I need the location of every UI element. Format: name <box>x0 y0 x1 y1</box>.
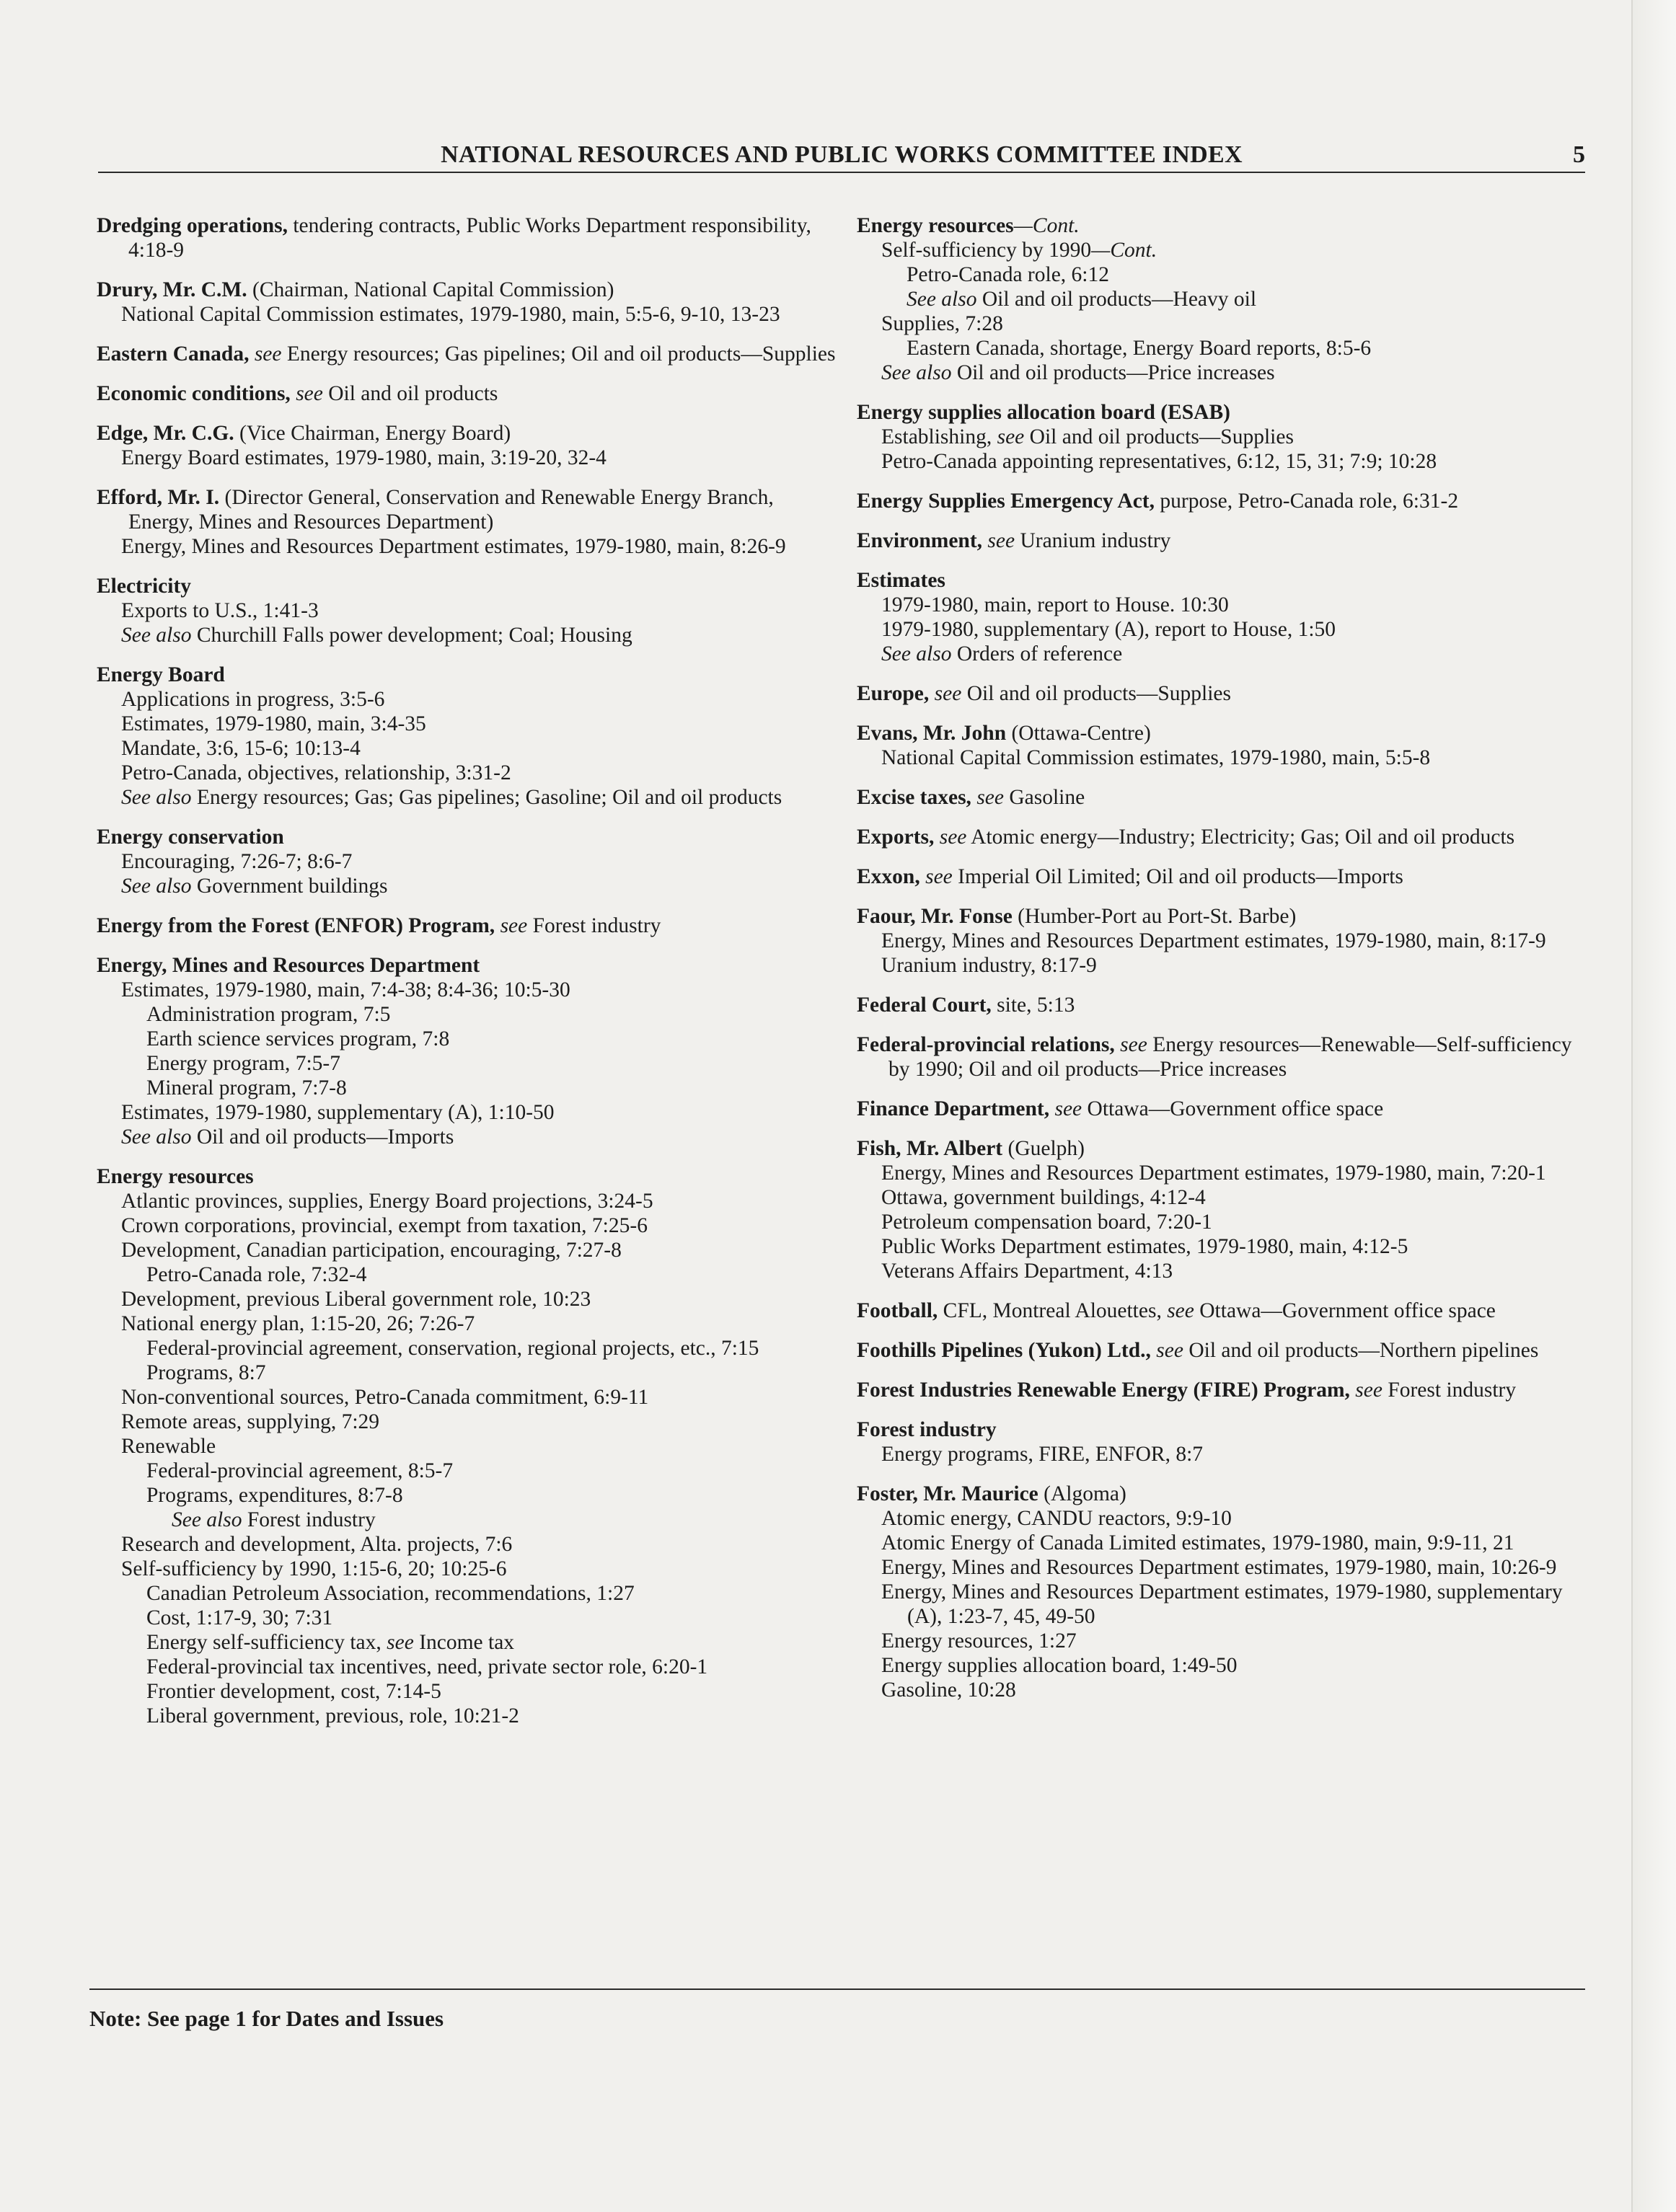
entry-term: Energy Board <box>97 663 225 686</box>
entry-text: Mandate, 3:6, 15-6; 10:13-4 <box>121 737 361 760</box>
entry-text: (Algoma) <box>1038 1482 1126 1505</box>
index-entry <box>97 1164 843 1728</box>
index-subentry <box>97 1361 843 1385</box>
entry-text: Energy Board estimates, 1979-1980, main, 3:19-20, 32-4 <box>121 446 607 469</box>
entry-text: Petro-Canada appointing representatives, 6:12, 15, 31; 7:9; 10:28 <box>881 450 1437 473</box>
index-entry <box>857 568 1585 666</box>
entry-text: Oil and oil products <box>322 382 498 405</box>
index-subentry <box>97 1213 843 1238</box>
index-subentry <box>97 1027 843 1051</box>
entry-text: tendering contracts, Public Works Department responsibility, 4:18-9 <box>128 214 811 262</box>
entry-term: Energy resources <box>97 1165 254 1188</box>
entry-text: Atomic energy, CANDU reactors, 9:9-10 <box>881 1507 1232 1530</box>
see-reference: See also <box>881 361 952 384</box>
index-subentry <box>97 1076 843 1100</box>
entry-term: Electricity <box>97 575 192 598</box>
index-entry <box>857 993 1585 1017</box>
entry-text: Atomic Energy of Canada Limited estimates, 1979-1980, main, 9:9-11, 21 <box>881 1531 1514 1554</box>
index-entry <box>97 825 843 898</box>
index-heading <box>97 913 843 938</box>
footer-rule <box>89 1988 1585 1990</box>
entry-text: Development, previous Liberal government role, 10:23 <box>121 1288 591 1311</box>
index-entry <box>857 400 1585 474</box>
entry-text: Establishing, <box>881 425 992 448</box>
index-heading <box>97 421 843 446</box>
index-subentry <box>857 1161 1585 1185</box>
entry-term: Federal Court, <box>857 994 992 1017</box>
entry-text: Oil and oil products—Price increases <box>951 361 1275 384</box>
see-reference: see <box>1150 1339 1183 1362</box>
entry-text: (Guelph) <box>1002 1137 1085 1160</box>
index-subentry <box>97 1287 843 1311</box>
index-subentry <box>857 1506 1585 1531</box>
index-subentry <box>97 849 843 874</box>
see-reference: See also <box>881 642 952 665</box>
entry-text: (Chairman, National Capital Commission) <box>247 278 614 301</box>
entry-term: Energy Supplies Emergency Act, <box>857 490 1155 513</box>
index-heading <box>97 213 843 262</box>
index-heading <box>857 528 1585 553</box>
entry-text: Energy resources, 1:27 <box>881 1629 1077 1653</box>
entry-term: Foothills Pipelines (Yukon) Ltd., <box>857 1339 1151 1362</box>
index-subentry <box>97 1125 843 1149</box>
entry-text: Remote areas, supplying, 7:29 <box>121 1410 380 1433</box>
entry-text: Forest industry <box>527 914 661 937</box>
entry-term: Environment, <box>857 529 983 552</box>
index-heading <box>857 785 1585 810</box>
entry-text: Gasoline, 10:28 <box>881 1678 1016 1702</box>
index-subentry <box>857 642 1585 666</box>
index-subentry <box>97 1581 843 1606</box>
index-heading <box>97 574 843 598</box>
index-heading <box>857 1097 1585 1121</box>
entry-term: Exports, <box>857 826 935 849</box>
index-subentry <box>857 617 1585 642</box>
entry-text: (Humber-Port au Port-St. Barbe) <box>1012 905 1297 928</box>
index-subentry <box>857 746 1585 770</box>
index-heading <box>857 1417 1585 1442</box>
entry-text: Oil and oil products—Supplies <box>961 682 1231 705</box>
entry-text: Ottawa—Government office space <box>1082 1097 1384 1120</box>
entry-text: Canadian Petroleum Association, recommendations, 1:27 <box>146 1582 635 1605</box>
entry-text: Eastern Canada, shortage, Energy Board reports, 8:5-6 <box>907 337 1372 360</box>
index-heading <box>97 278 843 302</box>
entry-text: Frontier development, cost, 7:14-5 <box>146 1680 441 1703</box>
entry-term: Energy, Mines and Resources Department <box>97 954 480 977</box>
see-reference: see <box>1161 1299 1194 1322</box>
index-subentry <box>97 761 843 785</box>
index-subentry <box>857 262 1585 287</box>
index-subentry <box>97 1385 843 1410</box>
entry-text: Programs, expenditures, 8:7-8 <box>146 1484 403 1507</box>
index-heading <box>857 993 1585 1017</box>
index-heading <box>97 485 843 534</box>
index-entry <box>857 1417 1585 1466</box>
entry-text: Administration program, 7:5 <box>146 1003 391 1026</box>
entry-text: Federal-provincial agreement, 8:5-7 <box>146 1459 454 1482</box>
entry-term: Fish, Mr. Albert <box>857 1137 1003 1160</box>
index-subentry <box>857 929 1585 953</box>
page-title: NATIONAL RESOURCES AND PUBLIC WORKS COMMITTEE INDEX <box>441 141 1243 168</box>
index-entry <box>857 681 1585 706</box>
entry-text: (Director General, Conservation and Renewable Energy Branch, Energy, Mines and Resources Department) <box>128 486 774 534</box>
index-heading <box>857 721 1585 746</box>
see-reference: see <box>982 529 1015 552</box>
entry-text: Energy resources; Gas pipelines; Oil and oil products—Supplies <box>281 342 836 366</box>
continued-marker: —Cont. <box>1013 214 1080 237</box>
index-subentry <box>97 1679 843 1704</box>
entry-text: Forest industry <box>1382 1379 1517 1402</box>
index-entry <box>857 864 1585 889</box>
index-entry <box>857 1338 1585 1363</box>
entry-text: Uranium industry <box>1015 529 1171 552</box>
see-reference: see <box>495 914 528 937</box>
entry-text: Earth science services program, 7:8 <box>146 1027 450 1050</box>
index-entry <box>97 913 843 938</box>
entry-text: Federal-provincial tax incentives, need, private sector role, 6:20-1 <box>146 1655 708 1678</box>
entry-term: Exxon, <box>857 865 920 888</box>
index-entry <box>857 785 1585 810</box>
index-column-right <box>857 213 1585 1717</box>
index-subentry <box>97 1336 843 1361</box>
page-edge <box>1631 0 1676 2212</box>
index-subentry <box>97 1311 843 1336</box>
index-heading <box>857 1032 1585 1081</box>
index-entry <box>97 342 843 366</box>
index-subentry <box>97 1459 843 1483</box>
index-subentry <box>97 623 843 647</box>
entry-text: Public Works Department estimates, 1979-1980, main, 4:12-5 <box>881 1235 1408 1258</box>
index-heading <box>857 568 1585 593</box>
index-entry <box>857 721 1585 770</box>
see-reference: see <box>934 826 967 849</box>
see-reference: see <box>992 425 1025 448</box>
entry-text: (Ottawa-Centre) <box>1006 722 1151 745</box>
page-header <box>98 141 1585 173</box>
entry-text: Petro-Canada role, 7:32-4 <box>146 1263 367 1286</box>
index-heading <box>97 1164 843 1189</box>
entry-text: Atomic energy—Industry; Electricity; Gas; Oil and oil products <box>966 826 1515 849</box>
see-reference: See also <box>907 288 977 311</box>
entry-term: Forest industry <box>857 1418 997 1441</box>
index-subentry <box>857 449 1585 474</box>
see-reference: see <box>249 342 282 366</box>
index-subentry <box>857 1653 1585 1678</box>
index-subentry <box>857 1259 1585 1283</box>
entry-text: Estimates, 1979-1980, main, 3:4-35 <box>121 712 426 735</box>
index-subentry <box>97 874 843 898</box>
index-heading <box>857 1136 1585 1161</box>
see-reference: see <box>290 382 323 405</box>
index-heading <box>97 381 843 406</box>
entry-text: Research and development, Alta. projects, 7:6 <box>121 1533 513 1556</box>
index-entry <box>857 1482 1585 1702</box>
index-heading <box>97 825 843 849</box>
entry-text: Self-sufficiency by 1990, 1:15-6, 20; 10:25-6 <box>121 1557 507 1580</box>
index-subentry <box>857 953 1585 978</box>
index-subentry <box>857 238 1585 262</box>
index-heading <box>857 825 1585 849</box>
index-subentry <box>857 360 1585 385</box>
entry-text: Supplies, 7:28 <box>881 312 1003 335</box>
header-rule <box>98 172 1585 173</box>
index-entry <box>857 1097 1585 1121</box>
page-number: 5 <box>1573 141 1585 168</box>
index-subentry <box>857 336 1585 360</box>
entry-text: 1979-1980, supplementary (A), report to House, 1:50 <box>881 618 1336 641</box>
entry-term: Eastern Canada, <box>97 342 250 366</box>
entry-text: site, 5:13 <box>991 994 1075 1017</box>
entry-text: Energy, Mines and Resources Department estimates, 1979-1980, supplementary (A), 1:23-7, 45, 49-50 <box>881 1580 1563 1628</box>
entry-text: Petro-Canada, objectives, relationship, 3:31-2 <box>121 761 511 784</box>
see-reference: see <box>381 1631 414 1654</box>
entry-text: Energy self-sufficiency tax, <box>146 1631 381 1654</box>
index-subentry <box>97 978 843 1002</box>
index-subentry <box>97 785 843 810</box>
index-subentry <box>97 1262 843 1287</box>
index-entry <box>97 663 843 810</box>
index-entry <box>857 213 1585 385</box>
entry-text: Oil and oil products—Supplies <box>1024 425 1294 448</box>
entry-term: Finance Department, <box>857 1097 1050 1120</box>
index-subentry <box>97 446 843 470</box>
entry-text: National Capital Commission estimates, 1979-1980, main, 5:5-8 <box>881 746 1431 769</box>
entry-term: Forest Industries Renewable Energy (FIRE) Program, <box>857 1379 1350 1402</box>
index-subentry <box>97 1238 843 1262</box>
index-subentry <box>97 1410 843 1434</box>
entry-term: Energy resources <box>857 214 1014 237</box>
index-subentry <box>97 1483 843 1508</box>
see-reference: see <box>919 865 953 888</box>
entry-term: Dredging operations, <box>97 214 288 237</box>
entry-text: Exports to U.S., 1:41-3 <box>121 599 319 622</box>
entry-text: Forest industry <box>242 1508 376 1531</box>
see-reference: See also <box>172 1508 242 1531</box>
see-reference: See also <box>121 875 192 898</box>
entry-text: Federal-provincial agreement, conservation, regional projects, etc., 7:15 <box>146 1337 759 1360</box>
entry-text: Oil and oil products—Imports <box>191 1125 454 1149</box>
index-heading <box>97 342 843 366</box>
continued-marker: —Cont. <box>1091 239 1157 262</box>
entry-text: Energy resources—Renewable—Self-sufficiency by 1990; Oil and oil products—Price increases <box>888 1033 1572 1081</box>
index-subentry <box>857 1580 1585 1629</box>
entry-text: National Capital Commission estimates, 1979-1980, main, 5:5-6, 9-10, 13-23 <box>121 303 780 326</box>
index-subentry <box>97 736 843 761</box>
index-entry <box>857 528 1585 553</box>
entry-text: Oil and oil products—Heavy oil <box>976 288 1257 311</box>
index-entry <box>857 489 1585 513</box>
index-subentry <box>857 311 1585 336</box>
entry-text: Veterans Affairs Department, 4:13 <box>881 1260 1173 1283</box>
entry-text: Atlantic provinces, supplies, Energy Board projections, 3:24-5 <box>121 1190 653 1213</box>
entry-text: Petro-Canada role, 6:12 <box>907 263 1109 286</box>
index-heading <box>857 1378 1585 1402</box>
index-heading <box>857 1482 1585 1506</box>
index-heading <box>857 213 1585 238</box>
index-subentry <box>97 712 843 736</box>
index-subentry <box>857 1210 1585 1234</box>
index-subentry <box>97 534 843 559</box>
index-heading <box>857 489 1585 513</box>
index-subentry <box>857 593 1585 617</box>
entry-text: Gasoline <box>1003 786 1085 809</box>
index-entry <box>857 1136 1585 1283</box>
index-subentry <box>97 1704 843 1728</box>
entry-text: Liberal government, previous, role, 10:21-2 <box>146 1704 519 1727</box>
entry-text: Estimates, 1979-1980, supplementary (A), 1:10-50 <box>121 1101 555 1124</box>
entry-term: Energy supplies allocation board (ESAB) <box>857 401 1230 424</box>
entry-text: Energy, Mines and Resources Department estimates, 1979-1980, main, 7:20-1 <box>881 1162 1546 1185</box>
entry-term: Edge, Mr. C.G. <box>97 422 234 445</box>
index-subentry <box>97 1630 843 1655</box>
index-subentry <box>97 1434 843 1459</box>
index-entry <box>97 421 843 470</box>
index-heading <box>97 663 843 687</box>
index-subentry <box>97 1189 843 1213</box>
entry-text: Applications in progress, 3:5-6 <box>121 688 385 711</box>
entry-text: Energy programs, FIRE, ENFOR, 8:7 <box>881 1443 1204 1466</box>
index-subentry <box>97 1606 843 1630</box>
entry-text: Renewable <box>121 1435 216 1458</box>
index-heading <box>857 400 1585 425</box>
entry-text: (Vice Chairman, Energy Board) <box>234 422 511 445</box>
index-subentry <box>97 1557 843 1581</box>
entry-term: Europe, <box>857 682 930 705</box>
index-heading <box>97 953 843 978</box>
see-reference: See also <box>121 1125 192 1149</box>
index-subentry <box>97 1051 843 1076</box>
entry-term: Energy conservation <box>97 826 284 849</box>
entry-text: Churchill Falls power development; Coal; Housing <box>191 624 632 647</box>
entry-text: Development, Canadian participation, encouraging, 7:27-8 <box>121 1239 622 1262</box>
see-reference: see <box>1114 1033 1147 1056</box>
entry-text: Encouraging, 7:26-7; 8:6-7 <box>121 850 353 873</box>
index-entry <box>857 825 1585 849</box>
entry-term: Drury, Mr. C.M. <box>97 278 247 301</box>
entry-text: Estimates, 1979-1980, main, 7:4-38; 8:4-36; 10:5-30 <box>121 978 570 1001</box>
entry-term: Economic conditions, <box>97 382 291 405</box>
entry-text: Mineral program, 7:7-8 <box>146 1076 347 1100</box>
see-reference: See also <box>121 624 192 647</box>
see-reference: see <box>1349 1379 1382 1402</box>
entry-text: Uranium industry, 8:17-9 <box>881 954 1097 977</box>
index-subentry <box>97 302 843 327</box>
index-subentry <box>97 1100 843 1125</box>
index-entry <box>97 278 843 327</box>
entry-text: Programs, 8:7 <box>146 1361 266 1384</box>
index-entry <box>97 213 843 262</box>
index-subentry <box>857 1442 1585 1466</box>
entry-text: National energy plan, 1:15-20, 26; 7:26-7 <box>121 1312 475 1335</box>
entry-term: Excise taxes, <box>857 786 971 809</box>
entry-text: Income tax <box>413 1631 515 1654</box>
index-subentry <box>97 1508 843 1532</box>
index-entry <box>97 574 843 647</box>
index-subentry <box>857 1531 1585 1555</box>
index-column-left <box>97 213 843 1743</box>
entry-term: Energy from the Forest (ENFOR) Program, <box>97 914 495 937</box>
entry-text: Self-sufficiency by 1990 <box>881 239 1092 262</box>
see-reference: see <box>971 786 1004 809</box>
see-reference: See also <box>121 786 192 809</box>
entry-text: Energy, Mines and Resources Department estimates, 1979-1980, main, 8:26-9 <box>121 535 786 558</box>
index-heading <box>857 1299 1585 1323</box>
entry-text: Oil and oil products—Northern pipelines <box>1183 1339 1539 1362</box>
index-entry <box>857 1299 1585 1323</box>
index-subentry <box>857 287 1585 311</box>
index-subentry <box>97 598 843 623</box>
entry-term: Faour, Mr. Fonse <box>857 905 1013 928</box>
entry-text: Cost, 1:17-9, 30; 7:31 <box>146 1606 333 1629</box>
index-entry <box>857 1378 1585 1402</box>
entry-text: Energy, Mines and Resources Department estimates, 1979-1980, main, 10:26-9 <box>881 1556 1557 1579</box>
entry-text: Crown corporations, provincial, exempt from taxation, 7:25-6 <box>121 1214 648 1237</box>
entry-text: CFL, Montreal Alouettes, <box>938 1299 1162 1322</box>
entry-text: purpose, Petro-Canada role, 6:31-2 <box>1155 490 1459 513</box>
entry-term: Efford, Mr. I. <box>97 486 220 509</box>
entry-text: Energy resources; Gas; Gas pipelines; Gasoline; Oil and oil products <box>191 786 782 809</box>
entry-text: Government buildings <box>191 875 388 898</box>
index-heading <box>857 864 1585 889</box>
index-entry <box>857 904 1585 978</box>
entry-term: Foster, Mr. Maurice <box>857 1482 1038 1505</box>
index-subentry <box>857 1185 1585 1210</box>
index-heading <box>857 681 1585 706</box>
index-subentry <box>97 1002 843 1027</box>
index-subentry <box>857 1555 1585 1580</box>
index-subentry <box>97 687 843 712</box>
index-entry <box>97 381 843 406</box>
entry-text: Imperial Oil Limited; Oil and oil products—Imports <box>952 865 1403 888</box>
entry-text: Non-conventional sources, Petro-Canada commitment, 6:9-11 <box>121 1386 649 1409</box>
index-subentry <box>857 1678 1585 1702</box>
index-entry <box>857 1032 1585 1081</box>
index-entry <box>97 953 843 1149</box>
entry-text: Petroleum compensation board, 7:20-1 <box>881 1211 1212 1234</box>
index-entry <box>97 485 843 559</box>
see-reference: see <box>929 682 962 705</box>
index-subentry <box>857 1234 1585 1259</box>
entry-text: Ottawa—Government office space <box>1194 1299 1496 1322</box>
entry-text: Energy supplies allocation board, 1:49-50 <box>881 1654 1238 1677</box>
see-reference: see <box>1049 1097 1082 1120</box>
index-subentry <box>97 1655 843 1679</box>
entry-text: Orders of reference <box>951 642 1123 665</box>
footer-note: Note: See page 1 for Dates and Issues <box>89 2006 444 2031</box>
index-heading <box>857 1338 1585 1363</box>
index-subentry <box>857 425 1585 449</box>
entry-text: Ottawa, government buildings, 4:12-4 <box>881 1186 1206 1209</box>
entry-term: Federal-provincial relations, <box>857 1033 1115 1056</box>
entry-text: Energy, Mines and Resources Department estimates, 1979-1980, main, 8:17-9 <box>881 929 1546 952</box>
entry-text: 1979-1980, main, report to House. 10:30 <box>881 593 1229 616</box>
entry-term: Evans, Mr. John <box>857 722 1007 745</box>
index-subentry <box>97 1532 843 1557</box>
entry-term: Estimates <box>857 569 945 592</box>
entry-text: Energy program, 7:5-7 <box>146 1052 340 1075</box>
index-heading <box>857 904 1585 929</box>
entry-term: Football, <box>857 1299 938 1322</box>
index-subentry <box>857 1629 1585 1653</box>
